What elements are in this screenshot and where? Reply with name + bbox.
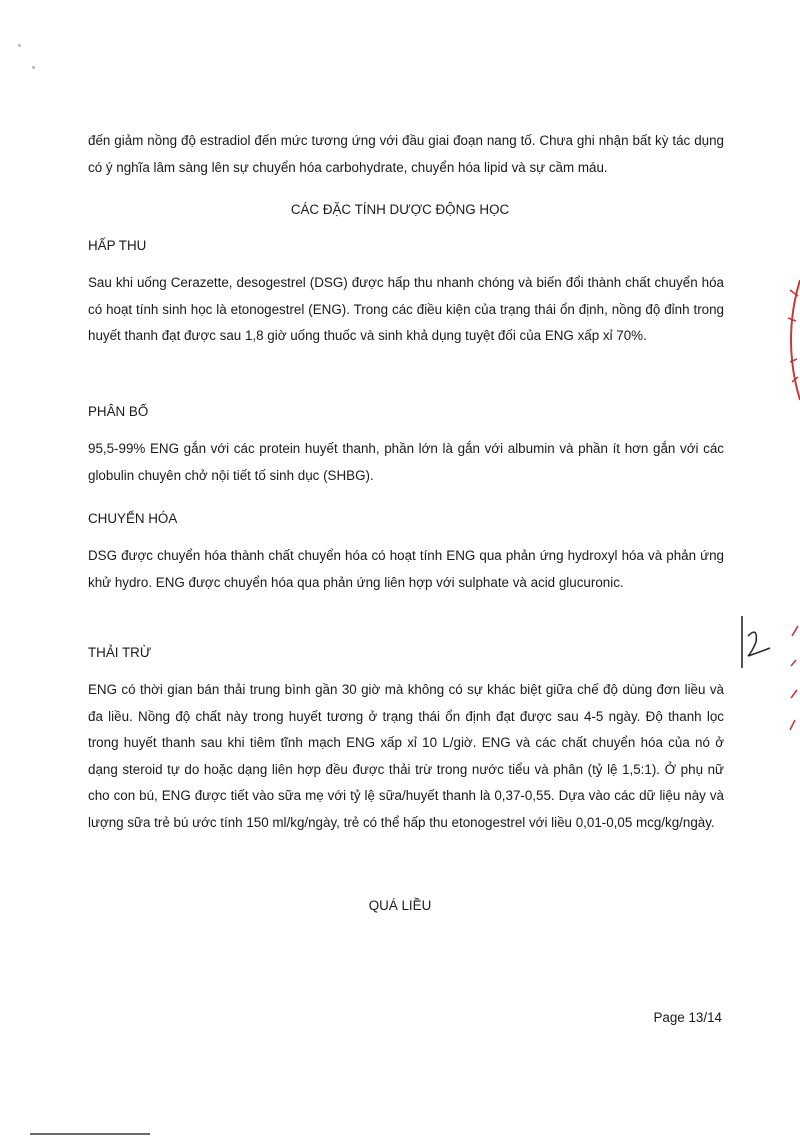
pharmacokinetics-heading: CÁC ĐẶC TÍNH DƯỢC ĐỘNG HỌC (290, 202, 510, 217)
stamp-fragment-icon (782, 620, 800, 740)
scan-edge-line (30, 1133, 150, 1135)
absorption-paragraph: Sau khi uống Cerazette, desogestrel (DSG) được hấp thu nhanh chóng và biến đổi thành chất chuyển hóa có hoạt tính sinh học là etonogestrel (ENG). Trong các điều kiện của trạng thái ổn định, nồng độ đỉnh trong huyết thanh đạt được sau 1,8 giờ uống thuốc và sinh khả dụng tuyệt đối của ENG xấp xỉ 70%. (88, 275, 724, 343)
distribution-heading: PHÂN BỐ (88, 404, 149, 419)
metabolism-heading: CHUYỂN HÓA (88, 511, 178, 526)
absorption-heading: HẤP THU (88, 238, 147, 253)
stamp-fragment-icon (776, 270, 800, 410)
intro-paragraph: đến giảm nồng độ estradiol đến mức tương ứng với đầu giai đoạn nang tố. Chưa ghi nhận bất kỳ tác dụng có ý nghĩa lâm sàng lên sự chuyển hóa carbohydrate, chuyển hóa lipid và sự cầm máu. (88, 133, 724, 175)
page-number: Page 13/14 (653, 1010, 722, 1025)
elimination-heading: THẢI TRỪ (88, 645, 152, 660)
scan-speck (32, 66, 35, 69)
elimination-paragraph: ENG có thời gian bán thải trung bình gần 30 giờ mà không có sự khác biệt giữa chế độ dùng đơn liều và đa liều. Nồng độ chất này trong huyết tương ở trạng thái ổn định đạt được sau 4-5 ngày. Độ thanh lọc trong huyết thanh sau khi tiêm tĩnh mạch ENG xấp xỉ 10 L/giờ. ENG và các chất chuyển hóa của nó ở dạng steroid tự do hoặc dạng liên hợp đều được thải trừ trong nước tiểu và phân (tỷ lệ 1,5:1). Ở phụ nữ cho con bú, ENG được tiết vào sữa mẹ với tỷ lệ sữa/huyết thanh là 0,37-0,55. Dựa vào các dữ liệu này và lượng sữa trẻ bú ước tính 150 ml/kg/ngày, trẻ có thể hấp thu etonogestrel với liều 0,01-0,05 mcg/kg/ngày. (88, 682, 724, 830)
metabolism-paragraph: DSG được chuyển hóa thành chất chuyển hóa có hoạt tính ENG qua phản ứng hydroxyl hóa và phản ứng khử hydro. ENG được chuyển hóa qua phản ứng liên hợp với sulphate và acid glucuronic. (88, 548, 724, 590)
overdose-heading: QUÁ LIỀU (368, 898, 432, 913)
handwritten-initial-icon (736, 612, 776, 672)
scan-speck (18, 44, 21, 47)
distribution-paragraph: 95,5-99% ENG gắn với các protein huyết thanh, phần lớn là gắn với albumin và phần ít hơn gắn với các globulin chuyên chở nội tiết tố sinh dục (SHBG). (88, 441, 724, 483)
